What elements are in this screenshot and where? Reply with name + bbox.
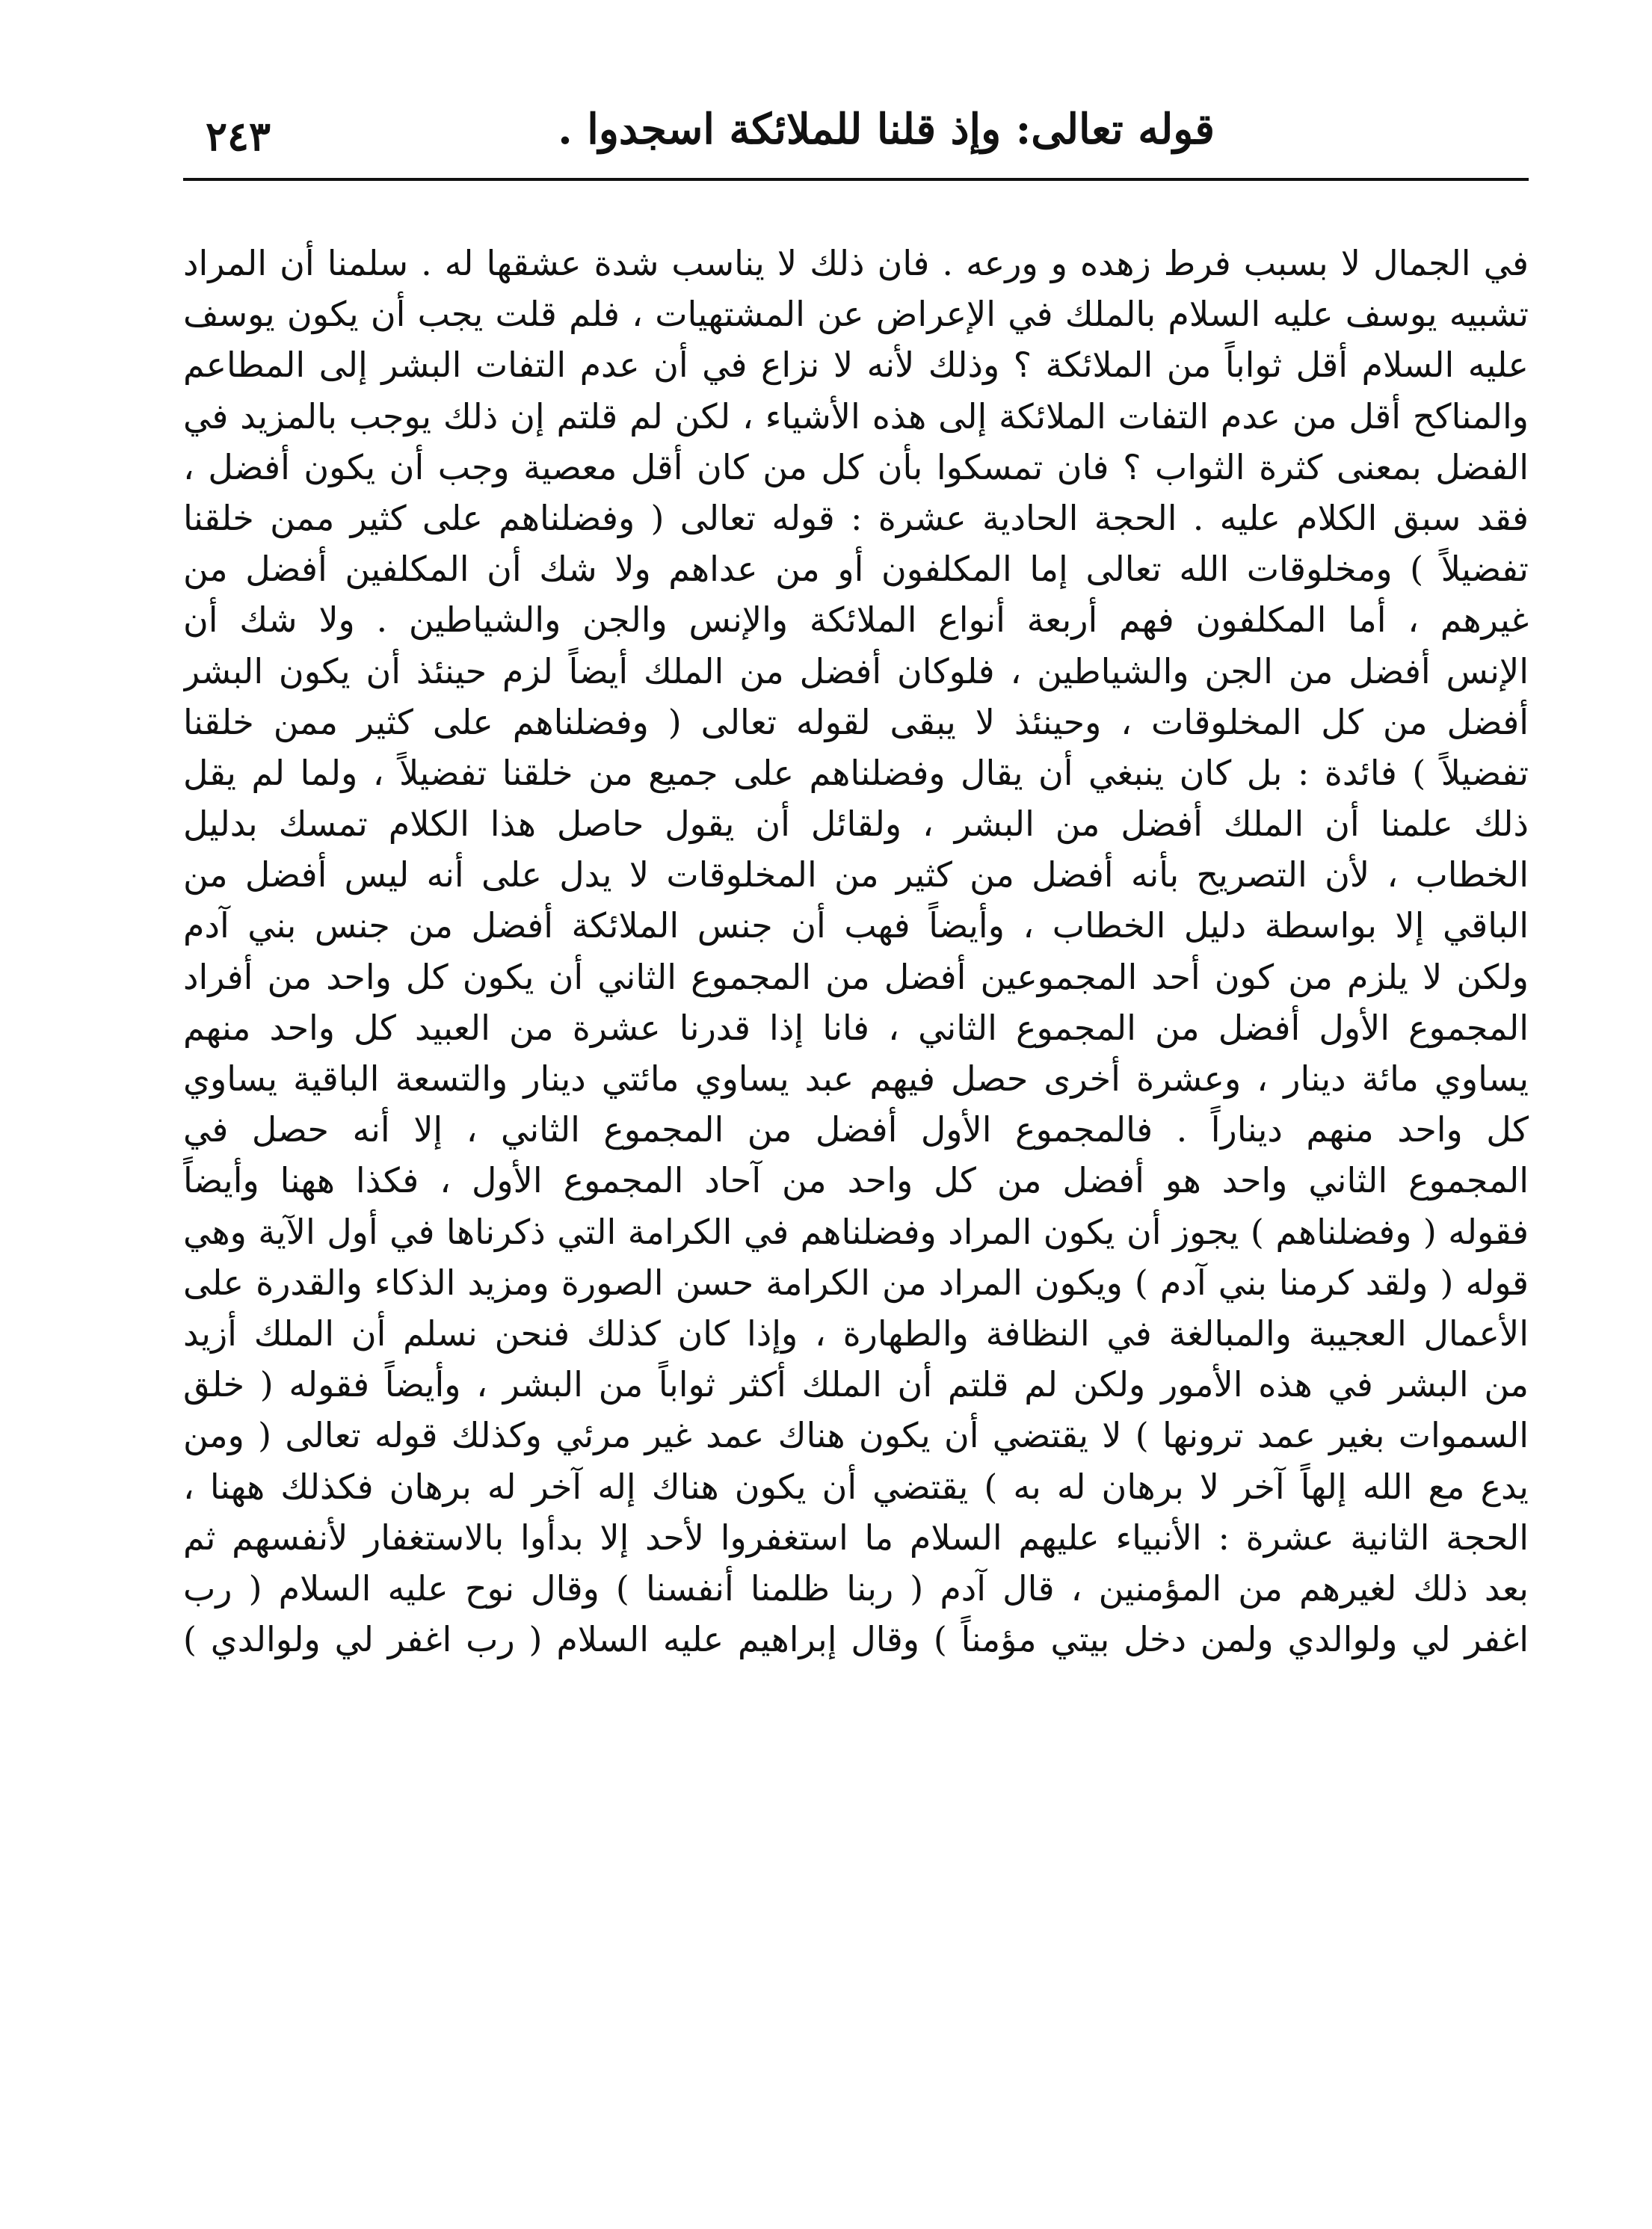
text-line: الحجة الثانية عشرة : الأنبياء عليهم السلام ما استغفروا لأحد إلا بدأوا بالاستغفار لأنفسهم ثم xyxy=(183,1517,1529,1558)
body-text xyxy=(183,238,1529,1665)
running-title: قوله تعالى: وإذ قلنا للملائكة اسجدوا . xyxy=(558,105,1215,154)
text-line: تفضيلاً ) فائدة : بل كان ينبغي أن يقال وفضلناهم على جميع من خلقنا تفضيلاً ، ولما لم يقل xyxy=(183,752,1529,793)
text-line: الباقي إلا بواسطة دليل الخطاب ، وأيضاً فهب أن جنس الملائكة أفضل من جنس بني آدم xyxy=(183,905,1529,946)
text-line: اغفر لي ولوالدي ولمن دخل بيتي مؤمناً ) وقال إبراهيم عليه السلام ( رب اغفر لي ولوالدي ) xyxy=(183,1619,1529,1660)
text-line: من البشر في هذه الأمور ولكن لم قلتم أن الملك أكثر ثواباً من البشر ، وأيضاً فقوله ( خلق xyxy=(183,1364,1529,1405)
text-line: الفضل بمعنى كثرة الثواب ؟ فان تمسكوا بأن كل من كان أقل معصية وجب أن يكون أفضل ، xyxy=(183,446,1529,487)
page-header xyxy=(183,97,1529,179)
text-line: فقوله ( وفضلناهم ) يجوز أن يكون المراد وفضلناهم في الكرامة التي ذكرناها في أول الآية وهي xyxy=(183,1211,1529,1252)
text-line: كل واحد منهم ديناراً . فالمجموع الأول أفضل من المجموع الثاني ، إلا أنه حصل في xyxy=(183,1109,1529,1150)
text-line: عليه السلام أقل ثواباً من الملائكة ؟ وذلك لأنه لا نزاع في أن عدم التفات البشر إلى المطاعم xyxy=(183,345,1529,386)
text-line: غيرهم ، أما المكلفون فهم أربعة أنواع الملائكة والإنس والجن والشياطين . ولا شك أن xyxy=(183,599,1529,641)
text-line: تفضيلاً ) ومخلوقات الله تعالى إما المكلفون أو من عداهم ولا شك أن المكلفين أفضل من xyxy=(183,549,1529,590)
header-rule xyxy=(183,178,1529,181)
text-line: قوله ( ولقد كرمنا بني آدم ) ويكون المراد من الكرامة حسن الصورة ومزيد الذكاء والقدرة على xyxy=(183,1262,1529,1303)
text-line: يساوي مائة دينار ، وعشرة أخرى حصل فيهم عبد يساوي مائتي دينار والتسعة الباقية يساوي xyxy=(183,1058,1529,1099)
text-line: في الجمال لا بسبب فرط زهده و ورعه . فان ذلك لا يناسب شدة عشقها له . سلمنا أن المراد xyxy=(183,243,1529,283)
text-line: تشبيه يوسف عليه السلام بالملك في الإعراض عن المشتهيات ، فلم قلت يجب أن يكون يوسف xyxy=(183,294,1529,335)
text-line: ولكن لا يلزم من كون أحد المجموعين أفضل من المجموع الثاني أن يكون كل واحد من أفراد xyxy=(183,956,1529,997)
text-line: الخطاب ، لأن التصريح بأنه أفضل من كثير من المخلوقات لا يدل على أنه ليس أفضل من xyxy=(183,854,1529,895)
text-line: أفضل من كل المخلوقات ، وحينئذ لا يبقى لقوله تعالى ( وفضلناهم على كثير ممن خلقنا xyxy=(183,701,1529,742)
text-line: والمناكح أقل من عدم التفات الملائكة إلى هذه الأشياء ، لكن لم قلتم إن ذلك يوجب بالمزيد في xyxy=(183,395,1529,437)
text-line: الأعمال العجيبة والمبالغة في النظافة والطهارة ، وإذا كان كذلك فنحن نسلم أن الملك أزيد xyxy=(183,1313,1529,1354)
page-number: ٢٤٣ xyxy=(206,112,271,160)
text-line: السموات بغير عمد ترونها ) لا يقتضي أن يكون هناك عمد غير مرئي وكذلك قوله تعالى ( ومن xyxy=(183,1415,1529,1456)
text-line: المجموع الثاني واحد هو أفضل من كل واحد من آحاد المجموع الأول ، فكذا ههنا وأيضاً xyxy=(183,1160,1529,1201)
text-line: ذلك علمنا أن الملك أفضل من البشر ، ولقائل أن يقول حاصل هذا الكلام تمسك بدليل xyxy=(183,804,1529,845)
text-line: المجموع الأول أفضل من المجموع الثاني ، فانا إذا قدرنا عشرة من العبيد كل واحد منهم xyxy=(183,1007,1529,1048)
text-line: الإنس أفضل من الجن والشياطين ، فلوكان أفضل من الملك أيضاً لزم حينئذ أن يكون البشر xyxy=(183,650,1529,691)
text-line: فقد سبق الكلام عليه . الحجة الحادية عشرة : قوله تعالى ( وفضلناهم على كثير ممن خلقنا xyxy=(183,497,1529,538)
text-line: بعد ذلك لغيرهم من المؤمنين ، قال آدم ( ربنا ظلمنا أنفسنا ) وقال نوح عليه السلام ( رب xyxy=(183,1567,1529,1609)
text-line: يدع مع الله إلهاً آخر لا برهان له به ) يقتضي أن يكون هناك إله آخر له برهان فكذلك ههنا ، xyxy=(183,1466,1529,1507)
